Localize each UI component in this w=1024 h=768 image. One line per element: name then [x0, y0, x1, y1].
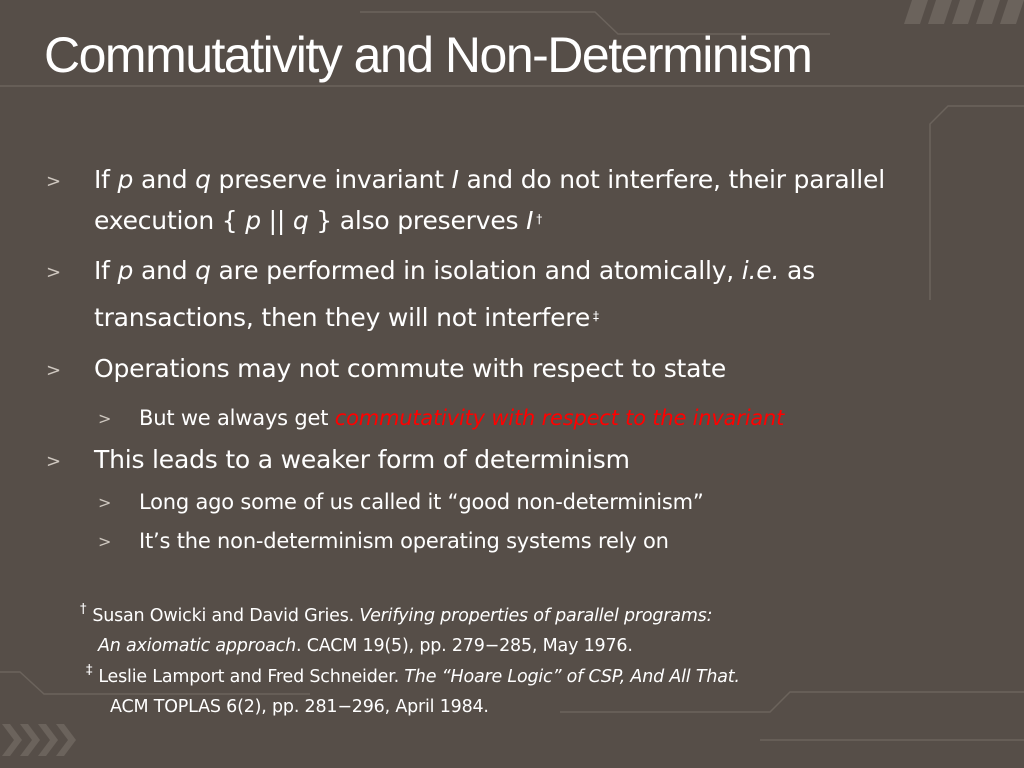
var-p: p: [117, 165, 134, 194]
reference-2-line-2: ACM TOPLAS 6(2), pp. 281−296, April 1984.: [110, 697, 489, 717]
ie-abbrev: i.e.: [741, 256, 780, 285]
text: preserve invariant: [210, 165, 452, 194]
var-p: p: [245, 206, 261, 235]
reference-mark: ‡: [86, 663, 93, 678]
text: } also preserves: [308, 206, 527, 235]
sub-bullet-marker: >: [98, 493, 112, 512]
bullet-1-line-2: [94, 201, 542, 241]
footnote-mark-double-dagger: ‡: [593, 309, 599, 323]
bullet-4-sub-2: It’s the non-determinism operating systems rely on: [139, 529, 669, 553]
bullet-marker: >: [46, 451, 62, 472]
footnote-mark-dagger: †: [536, 212, 543, 226]
reference-mark: †: [80, 602, 87, 617]
ref-authors: Leslie Lamport and Fred Schneider.: [98, 667, 405, 687]
bullet-4-sub-1: Long ago some of us called it “good non-determinism”: [139, 490, 704, 514]
text: ||: [260, 206, 293, 235]
text: and: [133, 256, 196, 285]
text: and: [133, 165, 196, 194]
text: If: [94, 165, 118, 194]
bullet-4: This leads to a weaker form of determinism: [94, 445, 630, 474]
ref-details: . CACM 19(5), pp. 279−285, May 1976.: [296, 636, 633, 656]
top-right-stripes: [904, 0, 1024, 24]
text: transactions, then they will not interfere: [94, 303, 590, 332]
text: as: [779, 256, 815, 285]
sub-bullet-marker: >: [98, 532, 112, 551]
bullet-2-line-1: [94, 251, 815, 291]
bottom-left-chevrons: [2, 724, 76, 756]
ref-title: Verifying properties of parallel programs:: [359, 606, 713, 626]
text: But we always get: [139, 406, 335, 430]
bullet-marker: >: [46, 360, 62, 381]
ref-title: An axiomatic approach: [98, 636, 297, 656]
highlight-text: commutativity with respect to the invariant: [334, 406, 785, 430]
text: execution {: [94, 206, 246, 235]
var-q: q: [292, 206, 309, 235]
bullet-2-line-2: [94, 298, 599, 338]
sub-bullet-marker: >: [98, 409, 112, 428]
reference-1-line-2: [98, 631, 633, 661]
ref-authors: Susan Owicki and David Gries.: [92, 606, 360, 626]
ref-title: The “Hoare Logic” of CSP, And All That.: [404, 667, 740, 687]
slide-title: Commutativity and Non-Determinism: [44, 27, 812, 83]
var-i: I: [451, 165, 459, 194]
bullet-3: Operations may not commute with respect to state: [94, 354, 727, 383]
reference-1-line-1: [80, 601, 712, 631]
reference-2-line-1: [86, 662, 740, 692]
bullet-3-sub-1: [139, 402, 784, 434]
bullet-marker: >: [46, 171, 62, 192]
bullet-marker: >: [46, 262, 62, 283]
var-i: I: [526, 206, 534, 235]
text: are performed in isolation and atomically,: [210, 256, 742, 285]
var-q: q: [195, 165, 211, 194]
bullet-1-line-1: [94, 160, 885, 200]
var-p: p: [117, 256, 134, 285]
text: If: [94, 256, 118, 285]
var-q: q: [195, 256, 211, 285]
text: and do not interfere, their parallel: [458, 165, 885, 194]
